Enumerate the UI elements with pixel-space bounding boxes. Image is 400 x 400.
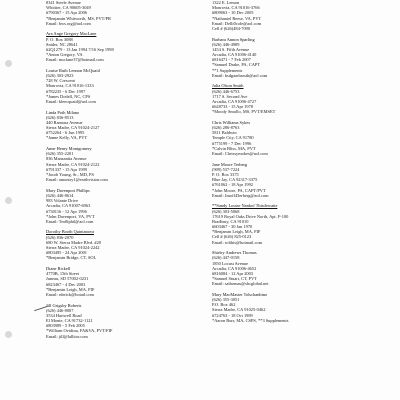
member-entry bbox=[46, 229, 206, 260]
entry-line: Juneau, SD 57002-0231 bbox=[46, 276, 89, 282]
entry-line: Bradbury, CA 91010 bbox=[212, 218, 249, 224]
entry-line: #775199 - 7 Dec 1996 bbox=[212, 140, 252, 146]
entry-line: Email: Chrissymokes@aol.com bbox=[212, 151, 268, 157]
entry-line: Arcadia, CA 91006-4727 bbox=[212, 98, 257, 104]
member-entry bbox=[46, 266, 206, 297]
entry-line: 8341 Steele Avenue bbox=[46, 0, 81, 5]
entry-line: (626) 355-2201 bbox=[46, 151, 74, 157]
entry-line: *Benjamin Whitworth, MS, PVT/PR bbox=[46, 15, 111, 21]
entry-line: #816471 - 7 Feb 2007 bbox=[212, 57, 251, 63]
entry-line: Monrovia, CA 91016-3766 bbox=[212, 5, 260, 11]
entry-line: Snider, NC 28641 bbox=[46, 41, 78, 47]
entry-line: Email: Tm0fphil@aol.com bbox=[46, 218, 94, 224]
entry-line: Email: bsdgaarbarsth@aol.com bbox=[212, 72, 268, 78]
member-entry bbox=[212, 162, 392, 198]
entry-line: *Moody Smollo, MS, PVT/EMSET bbox=[212, 109, 276, 115]
entry-line: Whittier, CA 90605-3049 bbox=[46, 5, 91, 11]
entry-line: 680 W. Sierra Madre Blvd. #20 bbox=[46, 239, 101, 245]
entry-line: #761062 - 18 Apr 1992 bbox=[212, 182, 253, 188]
entry-line: P.O. Box 462 bbox=[212, 302, 236, 308]
entry-line: (626) 355-3051 bbox=[212, 297, 240, 303]
binder-hole bbox=[5, 60, 12, 67]
entry-line: (626) 446-6753 bbox=[212, 88, 240, 94]
entry-line: *Benjamin Bridge, CT, SOL bbox=[46, 255, 97, 261]
member-name: **Sandy Louise Nankof Thistlewaite bbox=[212, 203, 278, 209]
entry-line: (626) 446-4989 bbox=[212, 41, 240, 47]
entry-line: *Nathaniel Reese, VA, PVT bbox=[212, 15, 262, 21]
member-name: Linda Poth Milano bbox=[46, 109, 80, 115]
entry-line: *John Davenport, VA, PVT bbox=[46, 213, 95, 219]
member-name: Chris Williams Sykes bbox=[212, 119, 251, 125]
entry-line: Email: rderick@hotail.com bbox=[46, 291, 94, 297]
entry-line: 983 Volante Drive bbox=[46, 198, 79, 204]
entry-line: (626) 836-8513 bbox=[46, 114, 74, 120]
member-entry bbox=[212, 120, 392, 156]
entry-line: #628733 - 15 Apr 1978 bbox=[212, 104, 253, 110]
entry-line: 1322 E. Lemon bbox=[212, 0, 240, 5]
member-name: Anne Henry Montgomery bbox=[46, 146, 92, 152]
entry-line: *John Moore, PA, CAPT/PVT bbox=[212, 187, 266, 193]
entry-line: Cell # (626)484-7090 bbox=[212, 25, 251, 31]
entry-line: 5811 Baldwin bbox=[212, 130, 237, 136]
member-name: Louise Ruth Lennon McQuaid bbox=[46, 67, 100, 73]
member-name: Mary Davenport Phillips bbox=[46, 187, 90, 193]
entry-line: P. O. Box 3088 bbox=[46, 36, 73, 42]
entry-line: (626) 303-5068 bbox=[212, 208, 240, 214]
entry-line: Sierra Madre, CA 91024-2242 bbox=[46, 245, 100, 251]
entry-line: P. O. Box 3375 bbox=[212, 172, 239, 177]
entry-line: #790367 - 15 Apr 2006 bbox=[46, 10, 87, 16]
entry-line: #823467 - 4 Dec 2003 bbox=[46, 281, 86, 287]
member-entry bbox=[212, 83, 392, 114]
entry-line: *Aaron Burr, MA, CSPS, **3 Supplements bbox=[212, 317, 289, 323]
entry-line: Sierra Madre, CA 91024-2127 bbox=[46, 125, 100, 131]
entry-line: *Calvin Bliss, MA, PVT bbox=[212, 145, 256, 151]
entry-line: *Anton Gregory, VA bbox=[46, 52, 83, 58]
member-entry bbox=[212, 37, 392, 79]
entry-line: #816084 - 12 Apr 2003 bbox=[212, 270, 253, 276]
entry-line: #803989 - 5 Feb 2005 bbox=[46, 323, 85, 329]
left-column bbox=[46, 0, 206, 344]
entry-line: Arcadia, CA 91006-4140 bbox=[212, 52, 257, 58]
entry-line: *Samuel Stuart, CT, PVT bbox=[212, 276, 257, 282]
entry-line: #724763 - 18 Oct 1989 bbox=[212, 312, 253, 318]
entry-line: (626) 303-2923 bbox=[46, 73, 74, 79]
member-entry bbox=[46, 110, 206, 141]
member-entry bbox=[46, 146, 206, 182]
member-entry bbox=[46, 0, 206, 26]
entry-line: Email: jill@lallitor.com bbox=[46, 333, 88, 339]
entry-line: 836 Manzanita Avenue bbox=[46, 156, 87, 162]
entry-line: (626) 447-0158 bbox=[212, 255, 240, 261]
entry-line: *Jacob Young, Sr., MD, PS bbox=[46, 172, 94, 177]
entry-line: 1717 S. Second Ave bbox=[212, 93, 248, 99]
entry-line: 1454 S. Fifth Avenue bbox=[212, 46, 250, 52]
entry-line: *William Ovidina, FA&VA, PVT/FIF bbox=[46, 328, 113, 334]
entry-line: Temple City, CA 91780 bbox=[212, 135, 254, 141]
member-entry bbox=[212, 203, 392, 245]
entry-line: Email: Delli0cole@aol.com bbox=[212, 20, 262, 26]
entry-line: *Benjamin Leigh, MA, FIF bbox=[212, 229, 261, 235]
entry-line: #730116 - 12 Apr 1996 bbox=[46, 208, 87, 214]
entry-line: (909) 537-7224 bbox=[212, 166, 240, 172]
entry-line: 17619 Royal Oaks Drive North, Apt. F-100 bbox=[212, 213, 289, 219]
member-entry bbox=[46, 303, 206, 339]
entry-line: 4770B, 15th Street bbox=[46, 271, 80, 277]
member-name: Ara Ange Gregory MacLane bbox=[46, 31, 97, 37]
member-entry bbox=[212, 250, 392, 286]
entry-line: Email: amontry1@earthvision.com bbox=[46, 177, 108, 183]
member-name: Mary MacMaster Tolschanbino bbox=[212, 291, 268, 297]
entry-line: *Janne Kelly, VA, PVT bbox=[46, 135, 88, 141]
entry-line: (626) 446-8614 bbox=[46, 192, 74, 198]
member-name: Dorothy Booth Quintanova bbox=[46, 229, 95, 235]
entry-line: Email: sathomas@sbcglobal.net bbox=[212, 281, 269, 287]
entry-line: (626) 286-8763 bbox=[212, 125, 240, 131]
entry-line: #782235 - 6 Dec 1997 bbox=[46, 88, 86, 94]
member-name: Diane Rickell bbox=[46, 265, 71, 271]
binder-hole bbox=[5, 197, 12, 204]
entry-line: *Samuel Drake, PA, CAPT bbox=[212, 62, 261, 68]
entry-line: **1 Supplements bbox=[212, 67, 243, 73]
entry-line: Sierra Madre, CA 91025-0462 bbox=[212, 307, 266, 313]
member-name: Julia Olson Smith bbox=[212, 83, 244, 89]
entry-line: Cell # (626) 825-0123 bbox=[212, 234, 252, 240]
entry-line: Monrovia, CA 91016-1333 bbox=[46, 83, 94, 89]
entry-line: Email: kleecquaid@aol.com bbox=[46, 98, 96, 104]
entry-line: #752264 - 6 Jun 1995 bbox=[46, 130, 85, 136]
entry-line: #2Q1279 - 13 Jan 1994 7/16 Sep 1998 bbox=[46, 46, 114, 52]
member-entry bbox=[212, 292, 392, 323]
entry-line: 728 W. Crescent bbox=[46, 78, 75, 84]
member-name: Barbara Annon Sparling bbox=[212, 36, 255, 42]
entry-line: #603467 - 30 Jan 1970 bbox=[212, 224, 253, 230]
entry-line: 1850 Locust Avenue bbox=[212, 260, 249, 266]
member-entry bbox=[212, 0, 392, 31]
member-entry bbox=[46, 188, 206, 224]
entry-line: Sierra Madre, CA 91024-2122 bbox=[46, 161, 100, 167]
entry-line: (626) 836-2070 bbox=[46, 234, 74, 240]
entry-line: 440 Ramona Avenue bbox=[46, 119, 83, 125]
entry-line: *James Dodell, NC, CPS bbox=[46, 93, 91, 99]
entry-line: Email: msclane37@hotmail.com bbox=[46, 57, 104, 63]
right-column bbox=[212, 0, 392, 328]
entry-line: Blue Jay, CA 92317-3375 bbox=[212, 177, 258, 183]
entry-line: #809063 - 10 Dec 2005 bbox=[212, 10, 254, 16]
entry-line: Email: bws.org@aol.com bbox=[46, 20, 91, 26]
entry-line: Email: Jmoff43erberg@aol.com bbox=[212, 192, 269, 198]
entry-line: #791337 - 15 Apr 1999 bbox=[46, 166, 87, 172]
entry-line: #803495 - 24 Apr 2001 bbox=[46, 250, 87, 256]
entry-line: Arcadia, CA 91006-4652 bbox=[212, 265, 257, 271]
entry-line: *Benjamin Leigh, MA, FIF bbox=[46, 286, 95, 292]
entry-line: 3534 Hartwell Road bbox=[46, 312, 82, 318]
member-name: Jill Grigsby Roberts bbox=[46, 302, 82, 308]
entry-line: Email: rolthis@hotmail.com bbox=[212, 239, 263, 245]
member-entry bbox=[46, 68, 206, 104]
binder-hole bbox=[5, 331, 12, 338]
member-entry bbox=[46, 31, 206, 62]
entry-line: (626) 446-8007 bbox=[46, 307, 74, 313]
member-name: Jane Moore Terberg bbox=[212, 161, 248, 167]
entry-line: Arcadia, CA 91007-6963 bbox=[46, 203, 91, 209]
entry-line: El Monte, CA 91732-1121 bbox=[46, 318, 93, 324]
member-name: Shirley Andrews Thomas bbox=[212, 250, 257, 256]
